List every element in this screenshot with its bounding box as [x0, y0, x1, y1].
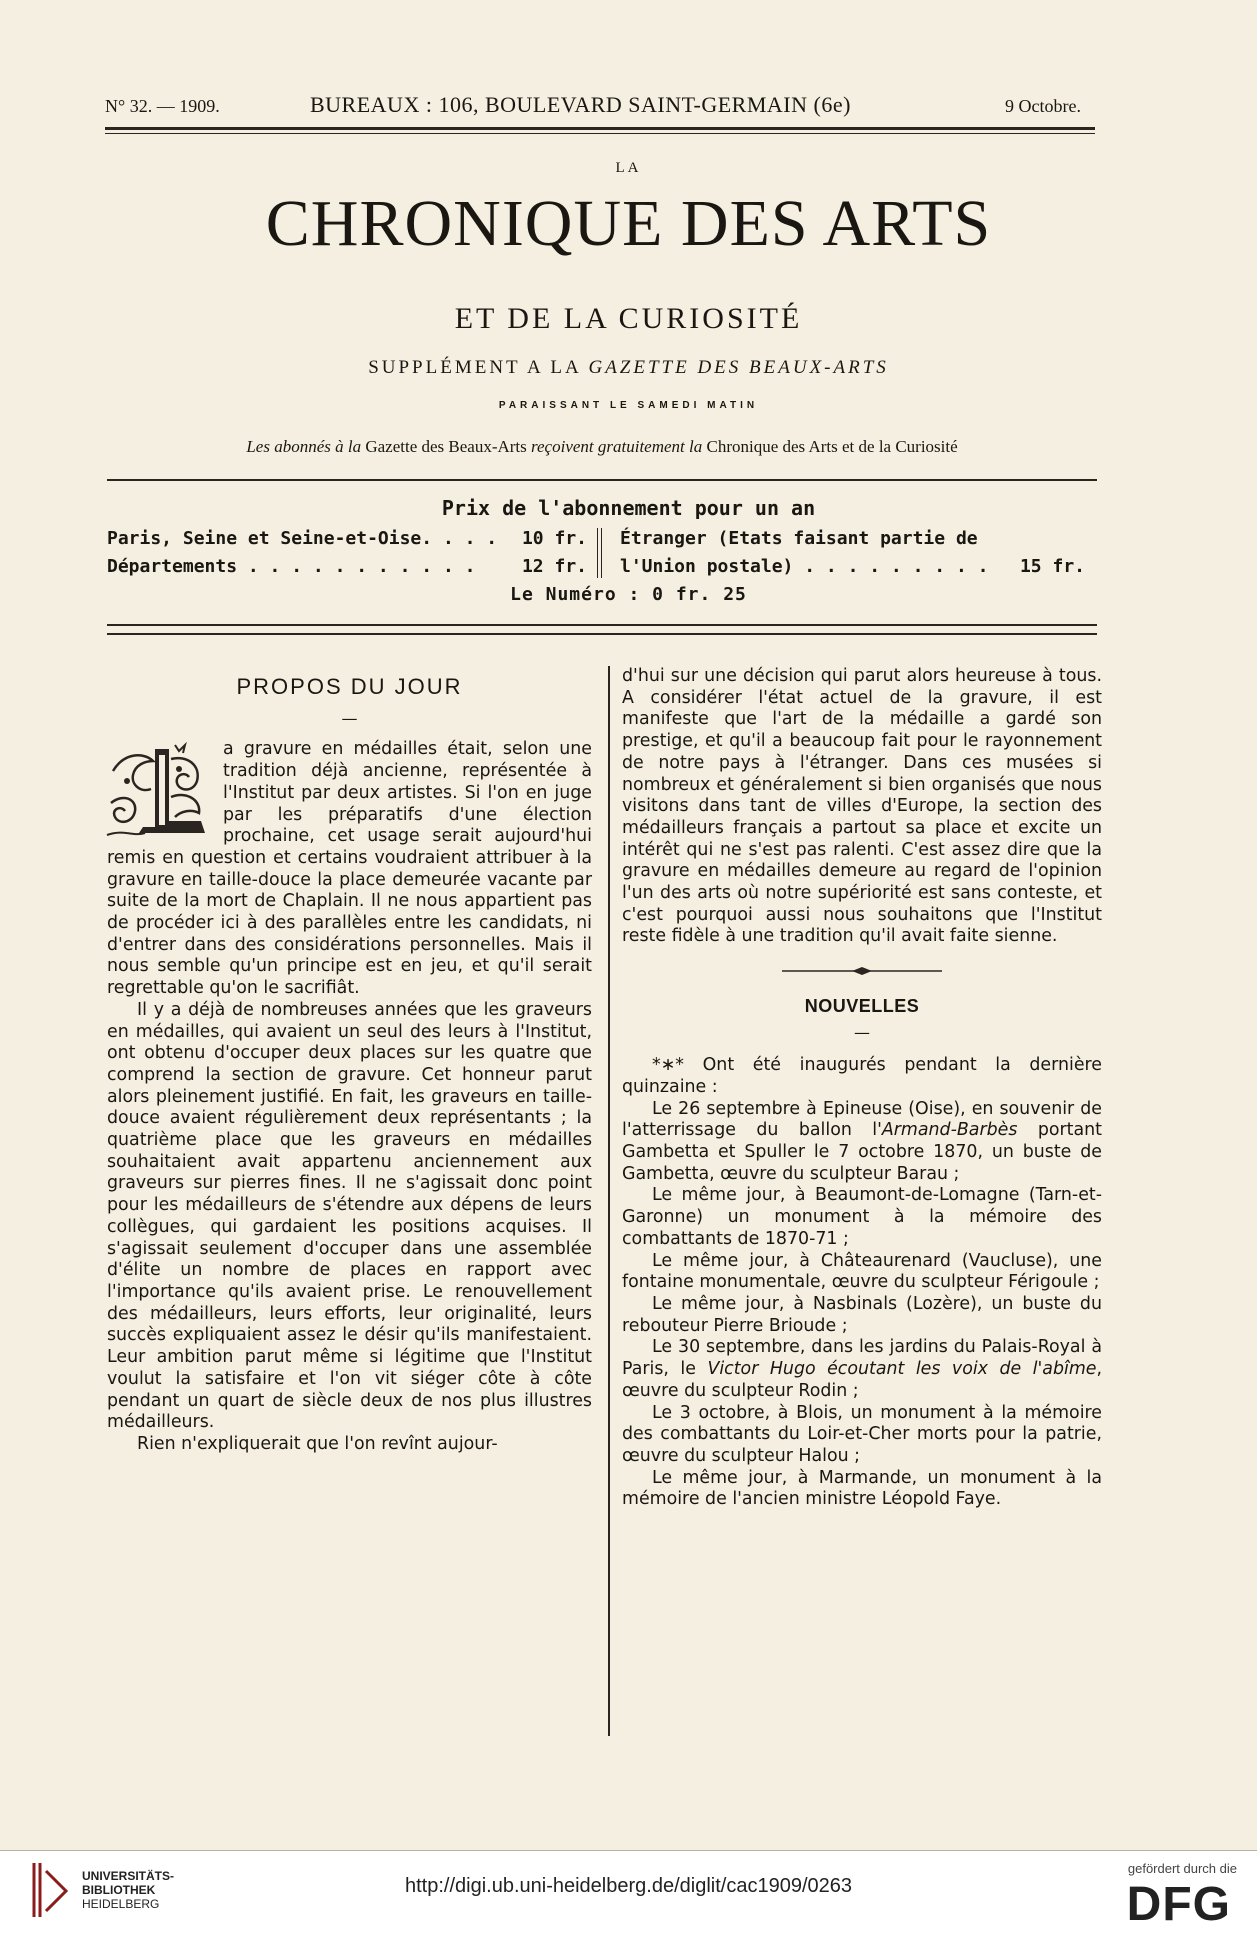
- subscription-divider: [597, 528, 602, 578]
- right-column: [622, 666, 1102, 1511]
- propos-paragraph-1-text: a gravure en médailles était, selon une tradition déjà ancienne, représentée à l'Institut par deux artistes. Si l'on en juge par les préparatifs d'une élection prochaine, cet usage serait aujourd'hui remis en question et certains voudraient attribuer à la gravure en taille-douce la place demeurée vacante par suite de la mort de Chaplain. Il ne nous appartient pas de procéder ici à des parallèles entre les candidats, ni d'entrer dans des considérations personnelles. Mais il nous semble qu'un principe est en jeu, et qu'il serait regrettable qu'on le sacrifiât.: [107, 739, 592, 999]
- nouvelles-item-2: Le même jour, à Beaumont-de-Lomagne (Tarn-et-Garonne) un monument à la mémoire des combattants de 1870-71 ;: [622, 1185, 1102, 1249]
- masthead-rule: [107, 479, 1097, 481]
- subscription-paris: [107, 528, 587, 549]
- abonnes-part2: Gazette des Beaux-Arts: [365, 437, 527, 456]
- header-rule-thick: [105, 127, 1095, 130]
- nouvelles-item-3: Le même jour, à Châteaurenard (Vaucluse), une fontaine monumentale, œuvre du sculpteur Férigoule ;: [622, 1250, 1102, 1293]
- item-5-text-c: , œuvre du sculpteur Rodin ;: [622, 1359, 1102, 1401]
- propos-title: PROPOS DU JOUR: [236, 674, 463, 699]
- nouvelles-item-6: Le 3 octobre, à Blois, un monument à la mémoire des combattants du Loir-et-Cher morts pour la patrie, œuvre du sculpteur Halou ;: [622, 1402, 1102, 1466]
- propos-dash: —: [341, 708, 358, 728]
- dfg-caption: gefördert durch die: [1127, 1861, 1237, 1876]
- single-issue-price: Le Numéro : 0 fr. 25: [510, 584, 747, 605]
- ornament-rule-icon: [782, 966, 942, 976]
- nouvelles-title: NOUVELLES: [804, 995, 920, 1016]
- dfg-logo[interactable]: DFG: [1126, 1878, 1231, 1931]
- paris-price: 10 fr.: [521, 528, 587, 549]
- issue-date: 9 Octobre.: [1005, 96, 1081, 116]
- nouvelles-item-7: Le même jour, à Marmande, un monument à la mémoire de l'ancien ministre Léopold Faye.: [622, 1467, 1102, 1510]
- digital-library-footer: [0, 1850, 1257, 1937]
- abonnes-part1: Les abonnés à la: [246, 437, 362, 456]
- nouvelles-intro: [622, 1055, 1102, 1098]
- departements-price: 12 fr.: [521, 556, 587, 577]
- masthead-subtitle: ET DE LA CURIOSITÉ: [454, 302, 803, 335]
- uni-line-2: BIBLIOTHEK: [82, 1883, 156, 1897]
- item-5-sculpture-title: Victor Hugo écoutant les voix de l'abîme: [707, 1359, 1097, 1380]
- asterism-icon: *∗*: [652, 1055, 684, 1076]
- masthead-supplement: [0, 357, 1257, 379]
- subscription-rule-box: [107, 624, 1097, 635]
- masthead-article: LA: [615, 160, 642, 176]
- section-ornament: [622, 962, 1102, 984]
- issue-number: N° 32. — 1909.: [105, 96, 220, 116]
- subscriber-note: [107, 437, 1097, 457]
- column-divider: [608, 666, 610, 1736]
- nouvelles-intro-text: Ont été inaugurés pendant la dernière quinzaine :: [622, 1055, 1102, 1097]
- nouvelles-item-1: [622, 1099, 1102, 1186]
- header-rule-thin: [105, 133, 1095, 134]
- paris-label: Paris, Seine et Seine-et-Oise. . . .: [107, 528, 498, 549]
- item-1-text-c: portant Gambetta et Spuller le 7 octobre 1870, un buste de Gambetta, œuvre du sculpteur Barau ;: [622, 1120, 1102, 1184]
- left-column: [107, 676, 592, 1456]
- etranger-label: Étranger (Etats faisant partie de: [620, 528, 978, 549]
- supplement-gazette: GAZETTE DES BEAUX-ARTS: [588, 357, 889, 378]
- publication-schedule: PARAISSANT LE SAMEDI MATIN: [498, 400, 759, 411]
- abonnes-part3: reçoivent gratuitement la: [531, 437, 703, 456]
- subscription-etranger: [620, 528, 1085, 549]
- subscription-title: Prix de l'abonnement pour un an: [441, 496, 816, 520]
- uni-line-1: UNIVERSITÄTS-: [82, 1869, 175, 1883]
- subscription-departements: [107, 556, 587, 577]
- uni-line-3: HEIDELBERG: [82, 1897, 160, 1911]
- supplement-prefix: SUPPLÉMENT A LA: [368, 357, 581, 378]
- nouvelles-dash: —: [854, 1022, 870, 1042]
- item-5-text-a: Le 30 septembre, dans les jardins du Palais-Royal à Paris, le: [622, 1337, 1102, 1380]
- propos-paragraph-2: Il y a déjà de nombreuses années que les graveurs en médailles, qui avaient un seul des leurs à l'Institut, ont obtenu d'occuper deux places sur les quatre que comprend la section de gravure. Cet honneur parut alors pleinement justifié. En fait, les graveurs en taille-douce avaient régulièrement deux représentants ; la quatrième place que les graveurs en médailles souhaitaient avait appartenu anciennement aux graveurs sur pierres fines. Il ne s'agissait donc point pour les médailleurs de s'étendre aux dépens de leurs collègues, qui gardaient les positions acquises. Il s'agissait seulement d'occuper dans une assemblée d'élite un nombre de places en rapport avec l'importance qu'ils avaient prise. Le renouvellement des médailleurs, leurs efforts, leur originalité, leurs succès expliquaient assez le désir qu'ils manifestaient. Leur ambition parut même si légitime que l'Institut voulut la satisfaire et l'on vit siéger côte à côte pendant un quart de siècle deux de nos plus illustres médailleurs.: [107, 999, 592, 1433]
- masthead-title: CHRONIQUE DES ARTS: [265, 187, 992, 260]
- ornamental-dropcap-l: [105, 741, 215, 841]
- departements-label: Départements . . . . . . . . . . .: [107, 556, 476, 577]
- nouvelles-item-4: Le même jour, à Nasbinals (Lozère), un buste du rebouteur Pierre Brioude ;: [622, 1293, 1102, 1336]
- nouvelles-item-5: [622, 1337, 1102, 1402]
- propos-paragraph-3: Rien n'expliquerait que l'on revînt aujour-: [137, 1433, 498, 1454]
- abonnes-part4: Chronique des Arts et de la Curiosité: [706, 437, 958, 456]
- etranger-price: 15 fr.: [1019, 556, 1085, 577]
- item-1-text-a: Le 26 septembre à Epineuse (Oise), en souvenir de l'atterrissage du ballon l': [622, 1098, 1102, 1141]
- subscription-union: [620, 556, 1085, 577]
- item-1-balloon-name: Armand-Barbès: [881, 1120, 1018, 1141]
- permalink-url[interactable]: http://digi.ub.uni-heidelberg.de/diglit/cac1909/0263: [405, 1875, 852, 1897]
- union-label: l'Union postale) . . . . . . . . .: [620, 556, 989, 577]
- bureaux-address: BUREAUX : 106, BOULEVARD SAINT-GERMAIN (6e): [310, 92, 851, 117]
- page-header: [105, 92, 1095, 122]
- propos-paragraph-4: d'hui sur une décision qui parut alors heureuse à tous. A considérer l'état actuel de la gravure, il est manifeste que l'art de la médaille a gardé son prestige, et qu'il a beaucoup fait pour le rayonnement de notre pays à l'étranger. Dans ces musées si nombreux et généralement si bien organisés que nous visitons dans tant de villes d'Europe, la section des médailleurs français a partout sa place et excite un intérêt qui ne s'est pas ralenti. C'est assez dire que la gravure en médailles demeure au regard de l'opinion l'un des arts où notre supériorité est sans conteste, et c'est pourquoi aussi nous souhaitons que l'Institut reste fidèle à une tradition qu'il avait faite sienne.: [622, 666, 1102, 947]
